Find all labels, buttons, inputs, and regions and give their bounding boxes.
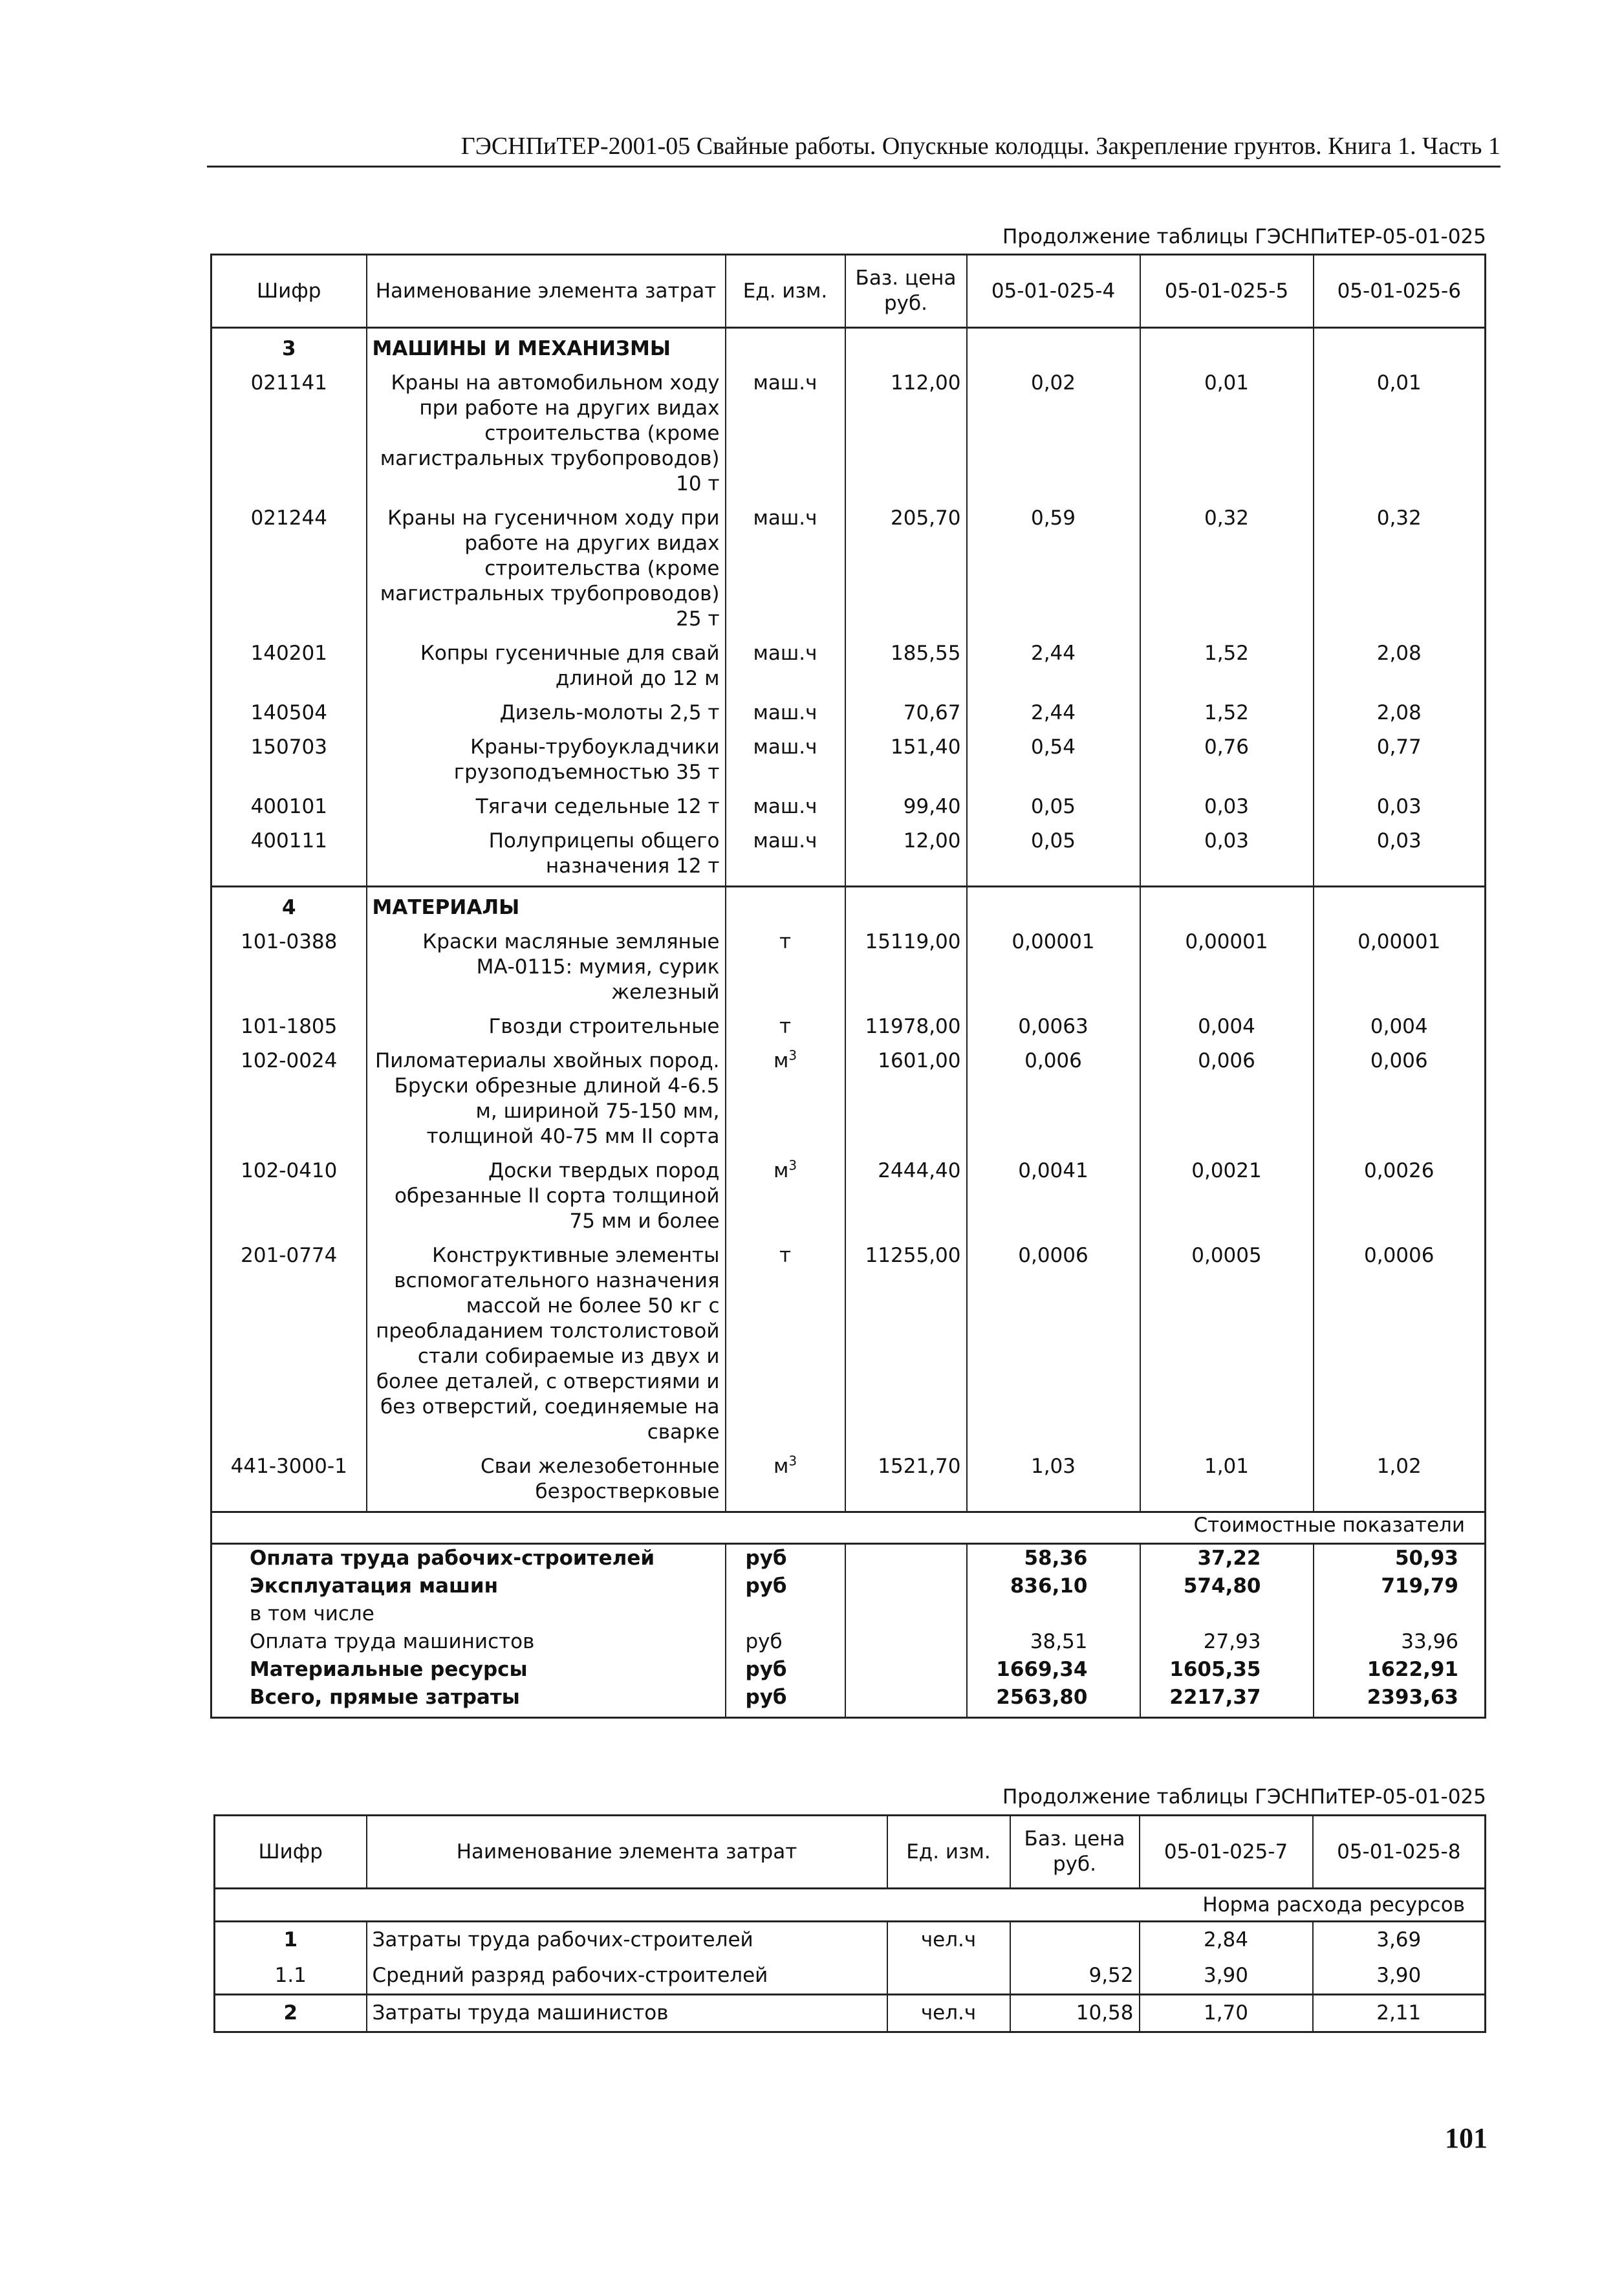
row-unit: маш.ч — [726, 732, 845, 792]
row-code: 021244 — [211, 503, 367, 638]
resource-table-1 — [210, 254, 1486, 1719]
row-value-7: 2,84 — [1140, 1922, 1313, 1959]
row-code: 102-0410 — [211, 1156, 367, 1241]
row-value-4: 0,54 — [967, 732, 1140, 792]
row-value-6: 2,08 — [1314, 698, 1486, 732]
row-name: Затраты труда рабочих-строителей — [367, 1922, 887, 1959]
col-variant-7-header: 05-01-025-7 — [1140, 1816, 1313, 1889]
row-code: 101-0388 — [211, 927, 367, 1012]
unit-text: м — [773, 1159, 789, 1182]
row-name: Доски твердых пород обрезанные II сорта толщиной 75 мм и более — [367, 1156, 726, 1241]
row-name: Дизель-молоты 2,5 т — [367, 698, 726, 732]
row-code: 400101 — [211, 792, 367, 826]
row-price — [1010, 1922, 1140, 1959]
row-value-8: 2,11 — [1313, 1995, 1486, 2032]
row-name: Полуприцепы общего назначения 12 т — [367, 826, 726, 887]
page-number: 101 — [1445, 2122, 1488, 2154]
row-code: 140201 — [211, 638, 367, 698]
row-value-6: 0,01 — [1314, 368, 1486, 503]
cost-indicators-header-row — [211, 1512, 1486, 1544]
col-variant-8-header: 05-01-025-8 — [1313, 1816, 1486, 1889]
table-row — [211, 1451, 1486, 1512]
total-label: Всего, прямые затраты — [250, 1686, 520, 1709]
row-price: 11255,00 — [845, 1241, 967, 1451]
col-variant-6-header: 05-01-025-6 — [1314, 255, 1486, 328]
row-value-5: 0,004 — [1140, 1012, 1314, 1046]
row-value-6: 0,00001 — [1314, 927, 1486, 1012]
col-name-header: Наименование элемента затрат — [367, 1816, 887, 1889]
row-value-5: 0,32 — [1140, 503, 1314, 638]
row-value-7: 1,70 — [1140, 1995, 1313, 2032]
row-code: 201-0774 — [211, 1241, 367, 1451]
row-code: 102-0024 — [211, 1046, 367, 1156]
total-value-5: 2217,37 — [1140, 1684, 1314, 1718]
row-value-4: 0,05 — [967, 826, 1140, 887]
total-row — [211, 1600, 1486, 1628]
table-row — [211, 1046, 1486, 1156]
total-value-6: 33,96 — [1314, 1628, 1486, 1656]
total-row — [211, 1572, 1486, 1600]
row-name: Краны на гусеничном ходу при работе на других видах строительства (кроме магистральных трубопроводов) 25 т — [367, 503, 726, 638]
section-title: МАТЕРИАЛЫ — [367, 887, 726, 928]
row-name: Затраты труда машинистов — [367, 1995, 887, 2032]
total-row — [211, 1628, 1486, 1656]
total-value-6: 1622,91 — [1314, 1656, 1486, 1684]
row-value-8: 3,69 — [1313, 1922, 1486, 1959]
row-code: 1 — [215, 1922, 367, 1959]
row-value-4: 1,03 — [967, 1451, 1140, 1512]
section-row-machines — [211, 328, 1486, 369]
table-row — [211, 732, 1486, 792]
row-value-4: 0,59 — [967, 503, 1140, 638]
row-code: 150703 — [211, 732, 367, 792]
table2-continuation-note: Продолжение таблицы ГЭСНПиТЕР-05-01-025 — [1002, 1785, 1486, 1809]
table-row — [211, 792, 1486, 826]
row-price: 12,00 — [845, 826, 967, 887]
row-price: 11978,00 — [845, 1012, 967, 1046]
row-code: 140504 — [211, 698, 367, 732]
total-value-6: 719,79 — [1314, 1572, 1486, 1600]
table-row — [211, 927, 1486, 1012]
row-value-4: 0,0041 — [967, 1156, 1140, 1241]
resource-table-2 — [213, 1814, 1486, 2033]
row-name: Тягачи седельные 12 т — [367, 792, 726, 826]
total-unit: руб — [726, 1656, 845, 1684]
row-unit: маш.ч — [726, 826, 845, 887]
table-row — [211, 1241, 1486, 1451]
table-row — [215, 1995, 1486, 2032]
table-row — [211, 826, 1486, 887]
row-price: 205,70 — [845, 503, 967, 638]
total-value-6: 2393,63 — [1314, 1684, 1486, 1718]
table2-header-row — [215, 1816, 1486, 1889]
row-unit — [887, 1958, 1010, 1995]
row-name: Средний разряд рабочих-строителей — [367, 1958, 887, 1995]
row-code: 1.1 — [215, 1958, 367, 1995]
page-header: ГЭСНПиТЕР-2001-05 Свайные работы. Опускные колодцы. Закрепление грунтов. Книга 1. Часть 1 — [207, 127, 1500, 168]
row-value-5: 0,03 — [1140, 826, 1314, 887]
row-value-5: 0,01 — [1140, 368, 1314, 503]
row-code: 400111 — [211, 826, 367, 887]
total-value-5: 574,80 — [1140, 1572, 1314, 1600]
col-code-header: Шифр — [215, 1816, 367, 1889]
table-row — [215, 1922, 1486, 1959]
row-name: Краны на автомобильном ходу при работе на других видах строительства (кроме магистральных трубопроводов) 10 т — [367, 368, 726, 503]
total-value-5: 37,22 — [1140, 1544, 1314, 1573]
row-code: 2 — [215, 1995, 367, 2032]
row-value-5: 0,03 — [1140, 792, 1314, 826]
row-code: 021141 — [211, 368, 367, 503]
col-variant-4-header: 05-01-025-4 — [967, 255, 1140, 328]
row-name: Гвозди строительные — [367, 1012, 726, 1046]
norm-title: Норма расхода ресурсов — [215, 1889, 1486, 1922]
row-value-5: 0,0005 — [1140, 1241, 1314, 1451]
table-row — [211, 368, 1486, 503]
row-name: Копры гусеничные для свай длиной до 12 м — [367, 638, 726, 698]
row-unit: чел.ч — [887, 1995, 1010, 2032]
row-value-4: 0,006 — [967, 1046, 1140, 1156]
row-unit: маш.ч — [726, 503, 845, 638]
row-price: 112,00 — [845, 368, 967, 503]
row-value-6: 0,004 — [1314, 1012, 1486, 1046]
row-price: 9,52 — [1010, 1958, 1140, 1995]
row-unit: маш.ч — [726, 638, 845, 698]
table1-continuation-note: Продолжение таблицы ГЭСНПиТЕР-05-01-025 — [1002, 225, 1486, 248]
col-variant-5-header: 05-01-025-5 — [1140, 255, 1314, 328]
table-row — [211, 638, 1486, 698]
row-value-5: 1,52 — [1140, 698, 1314, 732]
total-label: Материальные ресурсы — [250, 1658, 528, 1681]
row-value-6: 0,0026 — [1314, 1156, 1486, 1241]
table-row — [211, 698, 1486, 732]
total-value-4: 836,10 — [967, 1572, 1140, 1600]
row-unit: маш.ч — [726, 698, 845, 732]
row-value-4: 2,44 — [967, 638, 1140, 698]
row-name: Сваи железобетонные безростверковые — [367, 1451, 726, 1512]
total-label: Оплата труда машинистов — [250, 1630, 535, 1653]
row-unit: $м^3$ — [726, 1451, 845, 1512]
total-row — [211, 1684, 1486, 1718]
total-unit: руб — [726, 1572, 845, 1600]
total-unit: руб — [726, 1684, 845, 1718]
total-value-4: 58,36 — [967, 1544, 1140, 1573]
row-value-6: 0,0006 — [1314, 1241, 1486, 1451]
col-price-header: Баз. цена руб. — [1010, 1816, 1140, 1889]
norm-header-row — [215, 1889, 1486, 1922]
col-unit-header: Ед. изм. — [726, 255, 845, 328]
table-row — [215, 1958, 1486, 1995]
row-value-8: 3,90 — [1313, 1958, 1486, 1995]
unit-text: м — [773, 1049, 789, 1072]
row-code: 101-1805 — [211, 1012, 367, 1046]
row-value-5: 0,0021 — [1140, 1156, 1314, 1241]
row-name: Пиломатериалы хвойных пород. Бруски обрезные длиной 4-6.5 м, шириной 75-150 мм, толщиной 40-75 мм II сорта — [367, 1046, 726, 1156]
row-value-6: 0,77 — [1314, 732, 1486, 792]
total-unit: руб — [726, 1628, 845, 1656]
row-price: 151,40 — [845, 732, 967, 792]
row-unit: $м^3$ — [726, 1156, 845, 1241]
row-value-7: 3,90 — [1140, 1958, 1313, 1995]
row-value-6: 0,03 — [1314, 826, 1486, 887]
total-value-6: 50,93 — [1314, 1544, 1486, 1573]
table-row — [211, 1156, 1486, 1241]
section-title: МАШИНЫ И МЕХАНИЗМЫ — [367, 328, 726, 369]
section-code: 3 — [211, 328, 367, 369]
total-label: Эксплуатация машин — [250, 1574, 499, 1598]
row-code: 441-3000-1 — [211, 1451, 367, 1512]
row-name: Краны-трубоукладчики грузоподъемностью 35 т — [367, 732, 726, 792]
row-price: 10,58 — [1010, 1995, 1140, 2032]
total-label: Оплата труда рабочих-строителей — [250, 1547, 655, 1570]
row-price: 99,40 — [845, 792, 967, 826]
row-price: 185,55 — [845, 638, 967, 698]
row-value-4: 0,00001 — [967, 927, 1140, 1012]
col-name-header: Наименование элемента затрат — [367, 255, 726, 328]
row-value-4: 0,02 — [967, 368, 1140, 503]
total-value-5: 1605,35 — [1140, 1656, 1314, 1684]
row-price: 1601,00 — [845, 1046, 967, 1156]
total-value-5: 27,93 — [1140, 1628, 1314, 1656]
col-code-header: Шифр — [211, 255, 367, 328]
row-name: Конструктивные элементы вспомогательного назначения массой не более 50 кг с преобладанием толстолистовой стали собираемые из двух и более деталей, с отверстиями и без отверстий, соединяемые на сварке — [367, 1241, 726, 1451]
row-price: 15119,00 — [845, 927, 967, 1012]
row-unit: $м^3$ — [726, 1046, 845, 1156]
row-value-6: 1,02 — [1314, 1451, 1486, 1512]
row-value-4: 0,05 — [967, 792, 1140, 826]
row-value-4: 0,0006 — [967, 1241, 1140, 1451]
row-price: 1521,70 — [845, 1451, 967, 1512]
table-row — [211, 1012, 1486, 1046]
cost-indicators-title: Стоимостные показатели — [211, 1512, 1486, 1544]
section-code: 4 — [211, 887, 367, 928]
row-unit: т — [726, 1241, 845, 1451]
row-value-5: 1,52 — [1140, 638, 1314, 698]
col-price-header: Баз. цена руб. — [845, 255, 967, 328]
total-row — [211, 1656, 1486, 1684]
row-value-6: 0,03 — [1314, 792, 1486, 826]
row-value-4: 0,0063 — [967, 1012, 1140, 1046]
row-value-6: 2,08 — [1314, 638, 1486, 698]
table-row — [211, 503, 1486, 638]
total-row — [211, 1544, 1486, 1573]
row-value-5: 0,76 — [1140, 732, 1314, 792]
total-value-4: 1669,34 — [967, 1656, 1140, 1684]
row-value-4: 2,44 — [967, 698, 1140, 732]
row-unit: т — [726, 927, 845, 1012]
total-value-4: 2563,80 — [967, 1684, 1140, 1718]
col-unit-header: Ед. изм. — [887, 1816, 1010, 1889]
total-value-4: 38,51 — [967, 1628, 1140, 1656]
row-unit: маш.ч — [726, 368, 845, 503]
unit-text: м — [773, 1455, 789, 1478]
total-label: в том числе — [250, 1602, 374, 1625]
table1-header-row — [211, 255, 1486, 328]
row-value-5: 0,006 — [1140, 1046, 1314, 1156]
row-unit: маш.ч — [726, 792, 845, 826]
row-name: Краски масляные земляные МА-0115: мумия, сурик железный — [367, 927, 726, 1012]
row-value-5: 0,00001 — [1140, 927, 1314, 1012]
row-value-6: 0,006 — [1314, 1046, 1486, 1156]
section-row-materials — [211, 887, 1486, 928]
row-value-5: 1,01 — [1140, 1451, 1314, 1512]
row-unit: т — [726, 1012, 845, 1046]
total-unit: руб — [726, 1544, 845, 1573]
row-price: 70,67 — [845, 698, 967, 732]
row-price: 2444,40 — [845, 1156, 967, 1241]
row-unit: чел.ч — [887, 1922, 1010, 1959]
row-value-6: 0,32 — [1314, 503, 1486, 638]
